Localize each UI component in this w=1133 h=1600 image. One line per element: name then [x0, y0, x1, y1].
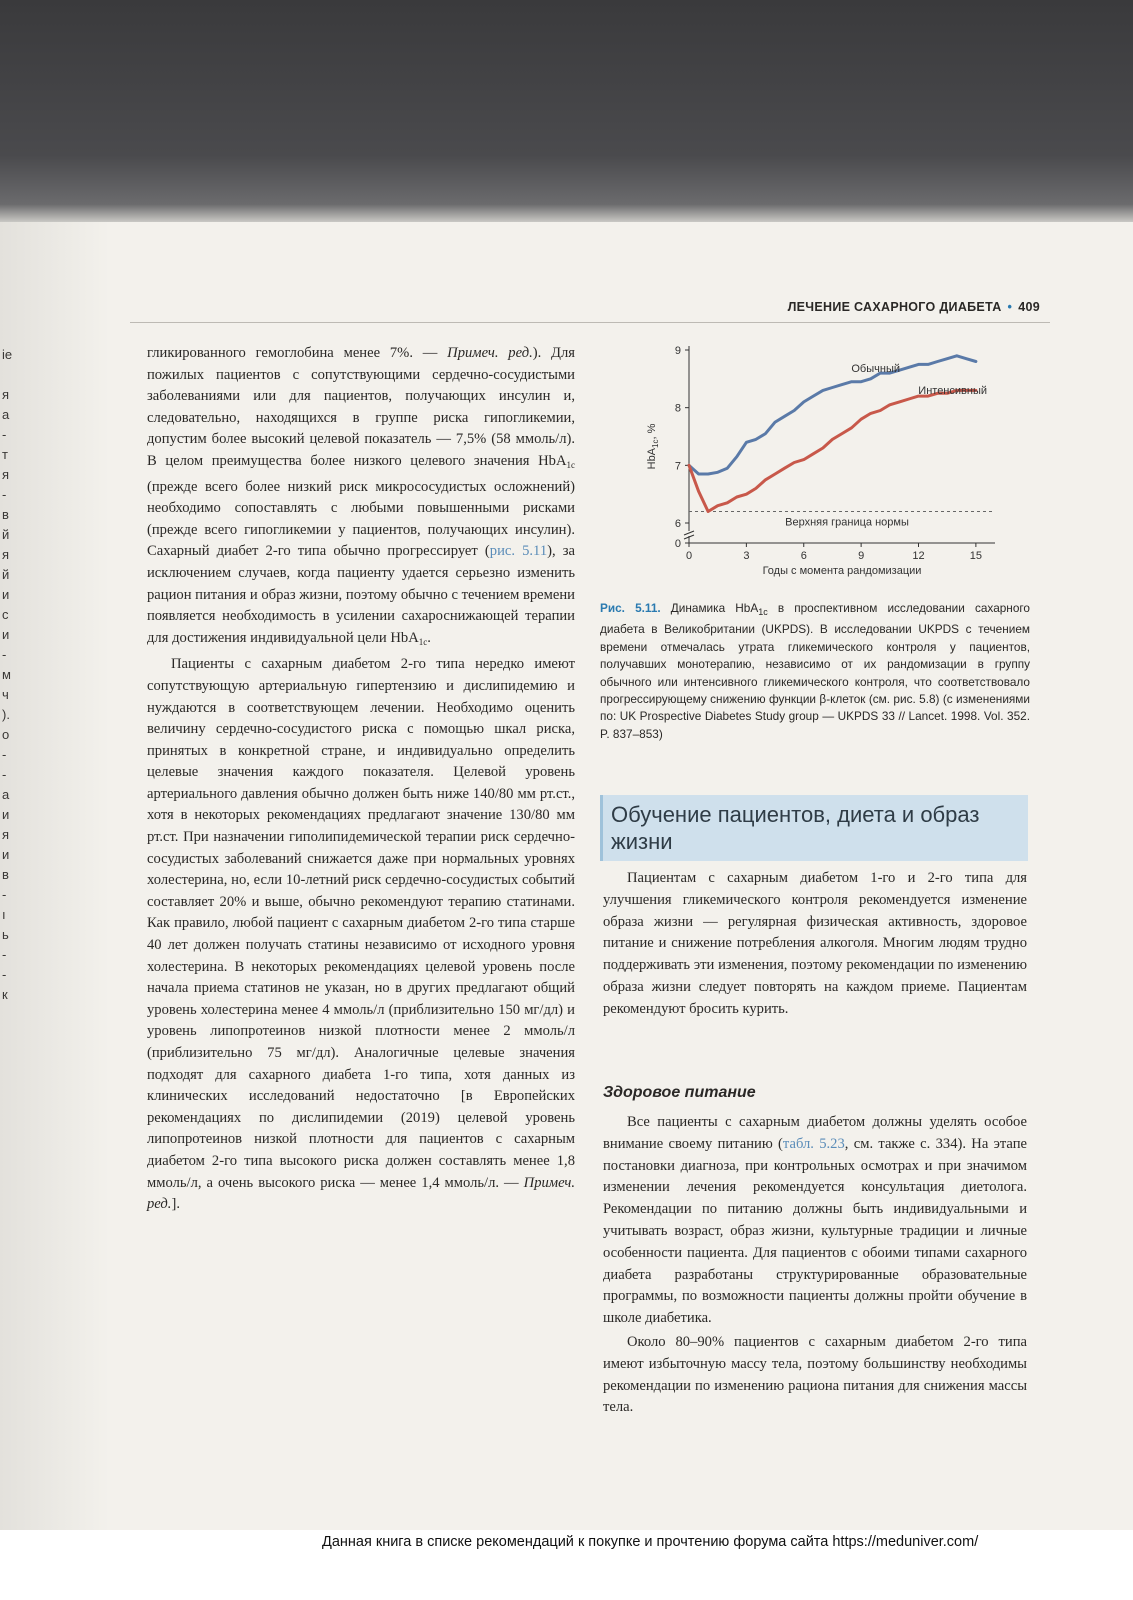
- margin-fragment: о: [2, 727, 10, 742]
- editor-note: Примеч. ред.: [447, 345, 533, 361]
- y-axis-label: [646, 423, 660, 469]
- section-heading-box: [600, 795, 1028, 861]
- x-tick-label: 0: [685, 550, 693, 562]
- margin-fragment: ie: [2, 347, 13, 362]
- left-column: [147, 343, 575, 1216]
- margin-fragment: я: [2, 387, 10, 402]
- paragraph: Около 80–90% пациентов с сахарным диабетом 2-го типа имеют избыточную массу тела, поэтому большинству необходимы рекомендации по изменению рациона питания для снижения массы тела.: [603, 1333, 1027, 1416]
- y-tick-label: 0: [674, 538, 681, 550]
- margin-fragment: а: [2, 787, 10, 802]
- y-axis-label-unit: , %: [646, 423, 658, 440]
- previous-page-margin: [2, 345, 22, 1005]
- margin-fragment: а: [2, 407, 10, 422]
- paragraph: гликированного гемоглобина менее 7%. — Примеч. ред.). Для пожилых пациентов с сопутствующими сердечно-сосудистыми заболеваниями или для пациентов, получающих инсулин и, следовательно, находящихся в группе риска гипогликемии, допустим более высокий целевой показатель — 7,5% (58 ммоль/л). В целом преимущества более низкого целевого значения HbA$_{1c}$ (прежде всего более низкий риск микрососудистых осложнений) необходимо сопоставлять с любыми повышенными рисками (прежде всего гипогликемии у пациентов, получающих инсулин). Сахарный диабет 2-го типа обычно прогрессирует (рис. 5.11), за исключением случаев, когда пациенту удается серьезно изменить рацион питания и образ жизни, поэтому обычно с течением времени появляется необходимость в усилении сахароснижающей терапии для достижения индивидуальной цели HbA$_{1c}$.: [147, 345, 576, 647]
- x-axis-label: Годы с момента рандомизации: [762, 565, 922, 577]
- margin-fragment: -: [2, 947, 7, 962]
- margin-fragment: -: [2, 767, 7, 782]
- x-tick-label: 6: [800, 550, 807, 562]
- margin-fragment: в: [2, 507, 9, 522]
- figure-label: Рис. 5.11.: [600, 601, 661, 615]
- subsection-title: Здоровое питание: [603, 1084, 756, 1101]
- y-axis-label-main: HbA: [646, 447, 658, 470]
- x-tick-label: 3: [743, 550, 750, 562]
- editor-note: Примеч. ред.: [147, 1174, 575, 1213]
- x-tick-label: 12: [912, 550, 925, 562]
- hba1c-chart: [597, 338, 1037, 588]
- y-tick-label: 7: [674, 460, 681, 473]
- reference-line-label: Верхняя граница нормы: [785, 516, 909, 529]
- margin-fragment: к: [2, 987, 8, 1002]
- margin-fragment: ı: [2, 907, 6, 922]
- margin-fragment: с: [2, 607, 9, 622]
- margin-fragment: я: [2, 547, 10, 562]
- series-label-conventional: Обычный: [851, 363, 900, 375]
- margin-fragment: ).: [2, 707, 10, 722]
- margin-fragment: в: [2, 867, 9, 882]
- series-line-conventional: [689, 356, 976, 474]
- top-shadow-band: [0, 0, 1133, 222]
- margin-fragment: ь: [2, 927, 9, 942]
- y-axis-label-sub: 1c: [651, 439, 660, 448]
- margin-fragment: и: [2, 847, 10, 862]
- margin-fragment: й: [2, 567, 10, 582]
- margin-fragment: -: [2, 747, 7, 762]
- paragraph: Пациенты с сахарным диабетом 2-го типа нередко имеют сопутствующую артериальную гипертензию и дислипидемию и нуждаются в соответствующем лечении. Необходимо оценить величину сердечно-сосудистого риска с помощью шкал риска, принятых в конкретной стране, и индивидуально определить целевые значения каждого показателя. Целевой уровень артериального давления обычно должен быть ниже 140/80 мм рт.ст., хотя в некоторых рекомендациях предлагают значение 130/80 мм рт.ст. При назначении гиполипидемической терапии риск сердечно-сосудистых заболеваний снижается даже при нормальных уровнях холестерина, но, если 10-летний риск сердечно-сосудистых событий составляет 20% и выше, обычно рекомендуют терапию статинами. Как правило, любой пациент с сахарным диабетом 2-го типа старше 40 лет должен получать статины независимо от исходного уровня холестерина. В некоторых рекомендациях целевой уровень после начала приема статинов не указан, но в других предлагают общий уровень холестерина менее 4 ммоль/л (приблизительно 150 мг/дл) и уровень липопротеинов низкой плотности менее 2 ммоль/л (приблизительно 75 мг/дл). Аналогичные целевые значения подходят для сахарного диабета 1-го типа, хотя данных из клинических исследований недостаточно [в Европейских рекомендациях по дислипидемии (2019) целевой уровень липопротеинов низкой плотности для пациентов с сахарным диабетом 2-го типа высокого риска должен составлять менее 1,8 ммоль/л, а очень высокого риска — менее 1,4 ммоль/л. — Примеч. ред.].: [147, 656, 575, 1213]
- running-head-separator: •: [1007, 300, 1013, 314]
- margin-fragment: й: [2, 527, 10, 542]
- right-column-section: [603, 868, 1027, 1021]
- x-tick-label: 9: [858, 550, 865, 562]
- chart-svg: [597, 338, 1037, 588]
- footer-text: Данная книга в списке рекомендаций к покупке и прочтению форума сайта https://meduniver.com/: [322, 1534, 979, 1550]
- header-rule: [130, 322, 1050, 323]
- section-title: Обучение пациентов, диета и образ жизни: [611, 802, 980, 854]
- axis-break-mark: [684, 531, 694, 535]
- right-column-subsection: [603, 1112, 1027, 1419]
- margin-fragment: я: [2, 827, 10, 842]
- margin-fragment: -: [2, 887, 7, 902]
- margin-fragment: -: [2, 487, 7, 502]
- figure-caption: Рис. 5.11. Динамика HbA$_{1c}$ в проспективном исследовании сахарного диабета в Великобритании (UKPDS). В исследовании UKPDS с течением времени отмечалась утрата гликемического контроля у пациентов, получавших монотерапию, независимо от их рандомизации в группу обычного или интенсивного гликемического контроля, что соответствовало прогрессирующему снижению функции β-клеток (см. рис. 5.8) (с изменениями по: UK Prospective Diabetes Study group — UKPDS 33 // Lancet. 1998. Vol. 352. P. 837–853): [600, 601, 1030, 741]
- paragraph: Все пациенты с сахарным диабетом должны уделять особое внимание своему питанию (табл. 5.23, см. также с. 334). На этапе постановки диагноза, при контрольных осмотрах и при значимом изменении лечения рекомендуется консультация диетолога. Рекомендации по питанию должны быть индивидуальными и учитывать возраст, образ жизни, культурные традиции и личные особенности пациента. Для пациентов с обоими типами сахарного диабета разработаны структурированные образовательные программы, по возможности пациенты должны пройти обучение в школе диабетика.: [603, 1114, 1027, 1327]
- margin-fragment: ч: [2, 687, 9, 702]
- series-label-intensive: Интенсивный: [918, 385, 987, 397]
- margin-fragment: -: [2, 967, 7, 982]
- page-number: 409: [1018, 300, 1040, 314]
- margin-fragment: -: [2, 427, 7, 442]
- margin-fragment: [2, 365, 22, 385]
- margin-fragment: и: [2, 627, 10, 642]
- running-head-title: ЛЕЧЕНИЕ САХАРНОГО ДИАБЕТА: [787, 300, 1002, 314]
- running-head: [600, 300, 1040, 314]
- figure-reference-link[interactable]: рис. 5.11: [489, 543, 548, 560]
- y-tick-label: 8: [674, 402, 681, 415]
- series-line-intensive: [689, 390, 976, 511]
- margin-fragment: т: [2, 447, 8, 462]
- x-tick-label: 15: [969, 550, 982, 562]
- paragraph: Пациентам с сахарным диабетом 1-го и 2-го типа для улучшения гликемического контроля рекомендуется изменение образа жизни — регулярная физическая активность, здоровое питание и снижение потребления алкоголя. Многим людям трудно поддерживать эти изменения, поэтому рекомендации по изменению образа жизни следует повторять на каждом приеме. Пациентам рекомендуют бросить курить.: [603, 870, 1027, 1017]
- table-reference-link[interactable]: табл. 5.23: [782, 1135, 845, 1152]
- margin-fragment: я: [2, 467, 10, 482]
- y-tick-label: 6: [674, 518, 681, 530]
- y-tick-label: 9: [674, 345, 681, 357]
- margin-fragment: -: [2, 647, 7, 662]
- margin-fragment: и: [2, 587, 10, 602]
- margin-fragment: и: [2, 807, 10, 822]
- margin-fragment: м: [2, 667, 11, 682]
